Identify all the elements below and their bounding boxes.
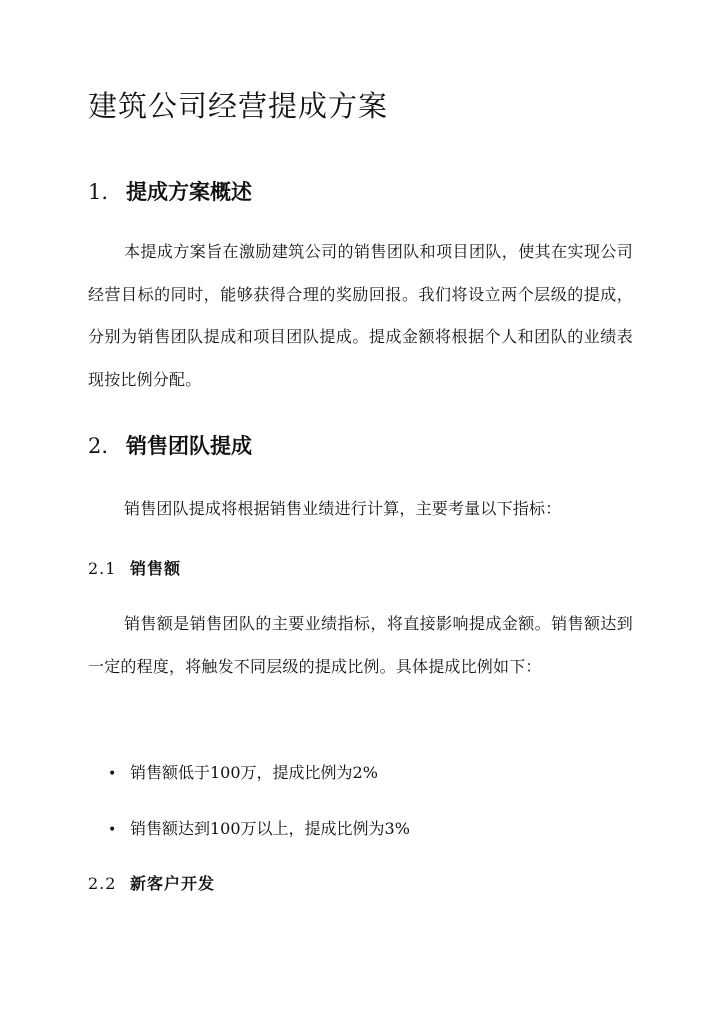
- section-2-2-heading: [88, 871, 215, 894]
- section-1-heading: [88, 176, 252, 206]
- section-2-1-number: 2.1: [88, 559, 117, 578]
- bullet-item: [108, 760, 378, 783]
- section-2-1-heading: [88, 556, 181, 579]
- bullet-item: [108, 816, 410, 839]
- bullet-text: 销售额达到100万以上，提成比例为3%: [130, 819, 410, 838]
- section-2-heading: [88, 430, 252, 460]
- section-2-2-title: 新客户开发: [130, 874, 216, 893]
- section-2-title: 销售团队提成: [126, 433, 252, 458]
- section-1-number: 1.: [88, 180, 109, 204]
- section-1-title: 提成方案概述: [126, 179, 252, 204]
- document-title: 建筑公司经营提成方案: [88, 89, 389, 123]
- bullet-dot-icon: •: [108, 766, 117, 782]
- section-2-1-paragraph: 销售额是销售团队的主要业绩指标，将直接影响提成金额。销售额达到一定的程度，将触发不同层级的提成比例。具体提成比例如下：: [88, 614, 633, 676]
- section-1-paragraph: 本提成方案旨在激励建筑公司的销售团队和项目团队，使其在实现公司经营目标的同时，能够获得合理的奖励回报。我们将设立两个层级的提成，分别为销售团队提成和项目团队提成。提成金额将根据个人和团队的业绩表现按比例分配。: [88, 242, 633, 389]
- section-2-paragraph: 销售团队提成将根据销售业绩进行计算，主要考量以下指标：: [124, 499, 562, 518]
- section-2-2-number: 2.2: [88, 874, 117, 893]
- section-2-1-title: 销售额: [130, 559, 182, 578]
- bullet-text: 销售额低于100万，提成比例为2%: [130, 763, 378, 782]
- bullet-dot-icon: •: [108, 822, 117, 838]
- section-2-number: 2.: [88, 434, 109, 458]
